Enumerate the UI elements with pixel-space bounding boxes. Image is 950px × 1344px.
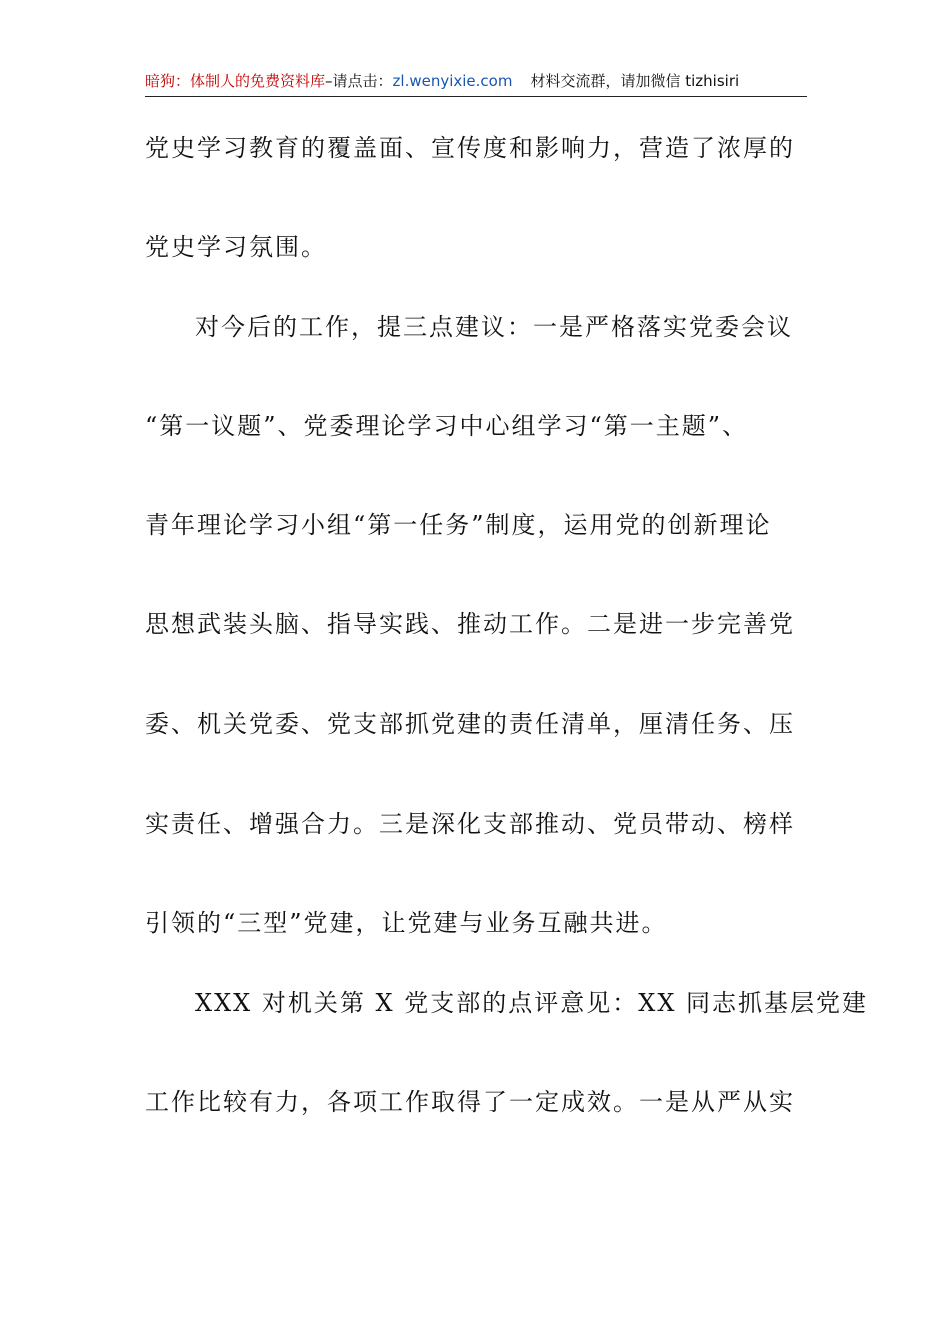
header-url-link[interactable]: zl.wenyixie.com: [392, 72, 513, 90]
paragraph-line: 党史学习氛围。: [145, 233, 327, 261]
paragraph-line: “第一议题”、党委理论学习中心组学习“第一主题”、: [145, 412, 749, 440]
paragraph-line: 思想武装头脑、指导实践、推动工作。二是进一步完善党: [145, 610, 795, 638]
paragraph-line: 对今后的工作，提三点建议：一是严格落实党委会议: [195, 313, 793, 341]
header-click-prefix: –请点击：: [325, 72, 393, 90]
paragraph-line: XXX 对机关第 X 党支部的点评意见：XX 同志抓基层党建: [195, 989, 869, 1017]
paragraph-line: 工作比较有力，各项工作取得了一定成效。一是从严从实: [145, 1088, 795, 1116]
paragraph-line: 委、机关党委、党支部抓党建的责任清单，厘清任务、压: [145, 710, 795, 738]
header-brand: 暗狗：体制人的免费资料库: [145, 72, 326, 90]
paragraph-line: 引领的“三型”党建，让党建与业务互融共进。: [145, 909, 668, 937]
header-group-info: 材料交流群，请加微信 tizhisiri: [530, 72, 740, 90]
paragraph-line: 实责任、增强合力。三是深化支部推动、党员带动、榜样: [145, 810, 795, 838]
paragraph-line: 青年理论学习小组“第一任务”制度，运用党的创新理论: [145, 511, 772, 539]
page-header: [145, 66, 807, 97]
paragraph-line: 党史学习教育的覆盖面、宣传度和影响力，营造了浓厚的: [145, 134, 795, 162]
